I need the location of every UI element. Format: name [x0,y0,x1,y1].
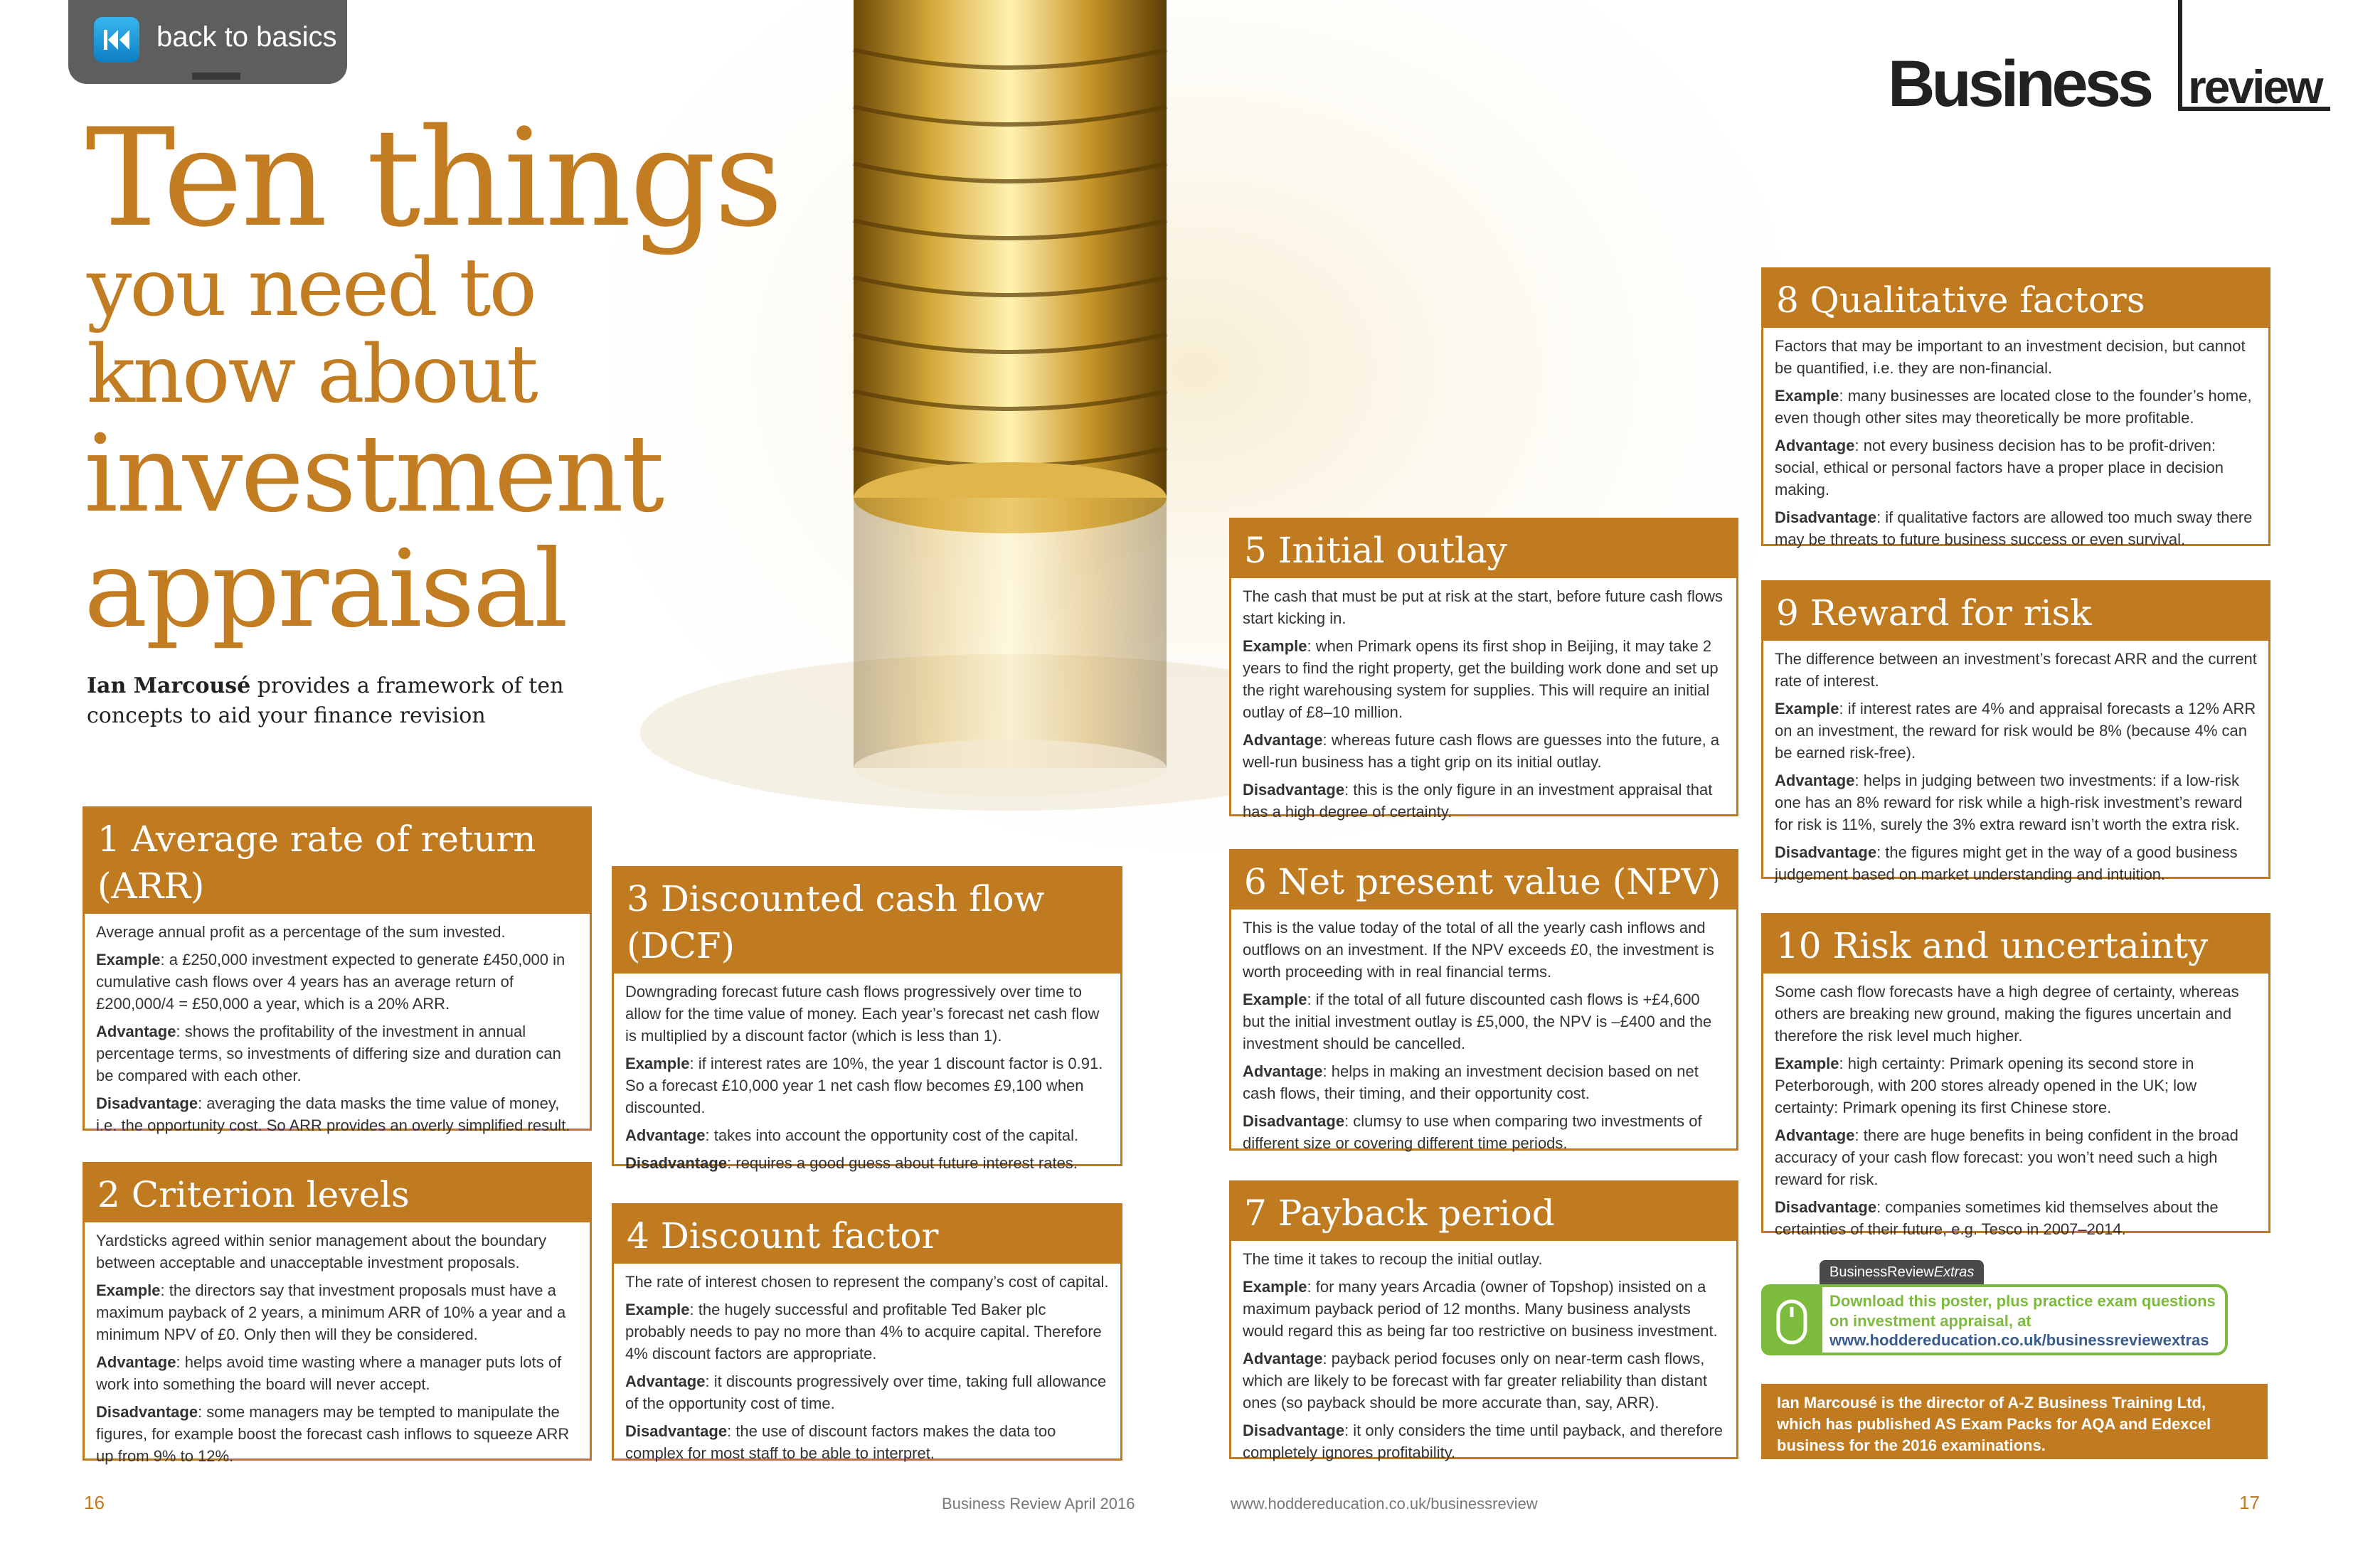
example-text: if interest rates are 4% and appraisal forecasts a 12% ARR on an investment, the reward for risk would be 8% (because 4% can be earned risk-free). [1775,700,2256,762]
title-line-2: you need to [87,242,535,334]
extras-tag-italic: Extras [1933,1264,1975,1280]
example-label: Example [625,1301,690,1318]
mouse-icon [1761,1284,1822,1355]
disadvantage-text: the figures might get in the way of a good business judgement based on market understanding and intuition. [1775,843,2238,883]
advantage-text: helps in judging between two investments: if a low-risk one has an 8% reward for risk while a high-risk investment’s reward for risk is 11%, surely the 3% extra reward isn’t worth the extra risk. [1775,772,2243,833]
advantage-label: Advantage [1775,1126,1855,1144]
back-to-basics-label: back to basics [156,21,337,53]
disadvantage-label: Disadvantage [1775,508,1877,526]
advantage-label: Advantage [1775,437,1855,454]
advantage-text: it discounts progressively over time, taking full allowance of the opportunity cost of time. [625,1372,1107,1412]
box-payback-period: 7 Payback period The time it takes to recoup the initial outlay. Example: for many years Arcadia (owner of Topshop) insisted on a maximum payback period of 12 months. Many business analysts would regard this as being far too restrictive on business investment. Advantage: payback period focuses only on near-term cash flows, which are likely to be forecast with far greater reliability than distant ones (so payback should be more accurate than, say, ARR). Disadvantage: it only considers the time until payback, and therefore completely ignores profitability. [1229,1180,1738,1459]
example-text: if the total of all future discounted cash flows is +£4,600 but the initial investment outlay is £5,000, the NPV is –£400 and the investment should be cancelled. [1243,991,1712,1052]
extras-tag-main: BusinessReview [1829,1264,1934,1280]
box-intro: This is the value today of the total of all the yearly cash inflows and outflows on an investment. If the NPV exceeds £0, the investment is worth proceeding with in real financial terms. [1243,919,1714,981]
brand-review: review [2188,60,2322,113]
advantage-text: whereas future cash flows are guesses into the future, a well-run business has a tight grip on its initial outlay. [1243,731,1720,771]
tab-mark [192,73,240,80]
example-label: Example [96,951,161,969]
box-intro: Some cash flow forecasts have a high degree of certainty, whereas others are breaking new ground, making the figures uncertain and therefore the risk level much higher. [1775,983,2239,1045]
box-criterion-levels: 2 Criterion levels Yardsticks agreed within senior management about the boundary between acceptable and unacceptable investment proposals. Example: the directors say that investment proposals must have a maximum payback of 2 years, a minimum ARR of 10% a year and a minimum NPV of £0. Only then will they be considered. Advantage: helps avoid time wasting where a manager puts lots of work into something the board will never accept. Disadvantage: some managers may be tempted to manipulate the figures, for example boost the forecast cash inflows to squeeze ARR up from 9% to 12%. [83,1162,592,1461]
title-line-4: investment [84,412,663,536]
example-label: Example [1775,1055,1839,1072]
advantage-label: Advantage [625,1372,706,1390]
advantage-text: not every business decision has to be profit-driven: social, ethical or personal factors have a proper place in decision making. [1775,437,2224,498]
advantage-label: Advantage [1243,1062,1323,1080]
example-text: many businesses are located close to the founder’s home, even though other sites may theoretically be more profitable. [1775,387,2252,427]
box-heading: 6 Net present value (NPV) [1231,851,1736,910]
subtitle-text: provides a framework of ten concepts to aid your finance revision [87,673,564,728]
example-label: Example [1243,637,1307,655]
disadvantage-label: Disadvantage [1775,843,1877,861]
example-label: Example [1243,1278,1307,1296]
box-heading: 1 Average rate of return (ARR) [85,809,590,914]
advantage-label: Advantage [96,1353,176,1371]
advantage-text: there are huge benefits in being confident in the broad accuracy of your cash flow forecast: you won’t need such a high reward for risk. [1775,1126,2238,1188]
disadvantage-text: clumsy to use when comparing two investments of different size or covering different time periods. [1243,1112,1702,1152]
disadvantage-text: some managers may be tempted to manipulate the figures, for example boost the forecast cash inflows to squeeze ARR up from 9% to 12%. [96,1403,570,1465]
box-intro: Yardsticks agreed within senior management about the boundary between acceptable and unacceptable investment proposals. [96,1232,547,1271]
example-text: a £250,000 investment expected to generate £450,000 in cumulative cash flows over 4 years has an average return of £200,000/4 = £50,000 a year, which is a 20% ARR. [96,951,565,1013]
box-initial-outlay: 5 Initial outlay The cash that must be put at risk at the start, before future cash flows start kicking in. Example: when Primark opens its first shop in Beijing, it may take 2 years to find the right property, get the building work done and set up the right warehousing system for supplies. This will require an initial outlay of £8–10 million. Advantage: whereas future cash flows are guesses into the future, a well-run business has a tight grip on its initial outlay. Disadvantage: this is the only figure in an investment appraisal that has a high degree of certainty. [1229,518,1738,816]
advantage-text: shows the profitability of the investment in annual percentage terms, so investments of differing size and duration can be compared with each other. [96,1023,561,1084]
example-label: Example [96,1281,161,1299]
page-number-left: 16 [84,1492,105,1513]
disadvantage-text: averaging the data masks the time value of money, i.e. the opportunity cost. So ARR provides an overly simplified result. [96,1094,570,1134]
advantage-label: Advantage [1243,1350,1323,1367]
example-text: for many years Arcadia (owner of Topshop) insisted on a maximum payback period of 12 months. Many business analysts would regard this as being far too restrictive on business investment. [1243,1278,1718,1340]
advantage-text: payback period focuses only on near-term cash flows, which are likely to be forecast with far greater reliability than distant ones (so payback should be more accurate than, say, ARR). [1243,1350,1707,1412]
brand-divider-vertical [2178,0,2182,111]
box-reward-for-risk: 9 Reward for risk The difference between an investment’s forecast ARR and the current rate of interest. Example: if interest rates are 4% and appraisal forecasts a 12% ARR on an investment, the reward for risk would be 8% (because 4% can be earned risk-free). Advantage: helps in judging between two investments: if a low-risk one has an 8% reward for risk while a high-risk investment’s reward for risk is 11%, surely the 3% extra reward isn’t worth the extra risk. Disadvantage: the figures might get in the way of a good business judgement based on market understanding and intuition. [1761,580,2270,879]
box-intro: Average annual profit as a percentage of the sum invested. [96,923,506,941]
extras-download-text: Download this poster, plus practice exam questions on investment appraisal, at [1829,1292,2216,1330]
box-intro: Downgrading forecast future cash flows progressively over time to allow for the time value of money. Each year’s forecast net cash flow is multiplied by a discount factor (which is less than 1). [625,983,1100,1045]
box-heading: 7 Payback period [1231,1183,1736,1241]
disadvantage-text: it only considers the time until payback, and therefore completely ignores profitability. [1243,1422,1723,1461]
advantage-label: Advantage [96,1023,176,1040]
box-heading: 3 Discounted cash flow (DCF) [614,868,1120,974]
box-heading: 8 Qualitative factors [1763,270,2268,328]
box-heading: 2 Criterion levels [85,1164,590,1222]
box-heading: 5 Initial outlay [1231,520,1736,578]
example-label: Example [625,1055,690,1072]
example-label: Example [1775,387,1839,405]
box-discounted-cash-flow: 3 Discounted cash flow (DCF) Downgrading forecast future cash flows progressively over time to allow for the time value of money. Each year’s forecast net cash flow is multiplied by a discount factor (which is less than 1). Example: if interest rates are 10%, the year 1 discount factor is 0.91. So a forecast £10,000 year 1 net cash flow becomes £9,100 when discounted. Advantage: takes into account the opportunity cost of the capital. Disadvantage: requires a good guess about future interest rates. [612,866,1122,1166]
disadvantage-label: Disadvantage [1243,1112,1345,1130]
advantage-label: Advantage [625,1126,706,1144]
box-intro: The time it takes to recoup the initial outlay. [1243,1250,1543,1268]
example-label: Example [1775,700,1839,718]
footer-site[interactable]: www.hoddereducation.co.uk/businessreview [1231,1495,1538,1513]
box-heading: 10 Risk and uncertainty [1763,915,2268,974]
box-qualitative-factors: 8 Qualitative factors Factors that may be important to an investment decision, but cannot be quantified, i.e. they are non-financial. Example: many businesses are located close to the founder’s home, even though other sites may theoretically be more profitable. Advantage: not every business decision has to be profit-driven: social, ethical or personal factors have a proper place in decision making. Disadvantage: if qualitative factors are allowed too much sway there may be threats to future business success or even survival. [1761,267,2270,546]
advantage-text: takes into account the opportunity cost of the capital. [713,1126,1079,1144]
title-line-5: appraisal [84,528,566,651]
box-risk-and-uncertainty: 10 Risk and uncertainty Some cash flow forecasts have a high degree of certainty, whereas others are breaking new ground, making the figures uncertain and therefore the risk level much higher. Example: high certainty: Primark opening its second store in Peterborough, with 200 stores already opened in the UK; low certainty: Primark opening its first Chinese store. Advantage: there are huge benefits in being confident in the broad accuracy of your cash flow forecast: you won’t need such a high reward for risk. Disadvantage: companies sometimes kid themselves about the certainties of their future, e.g. Tesco in 2007–2014. [1761,913,2270,1233]
box-intro: Factors that may be important to an investment decision, but cannot be quantified, i.e. they are non-financial. [1775,337,2246,377]
example-text: the directors say that investment proposals must have a maximum payback of 2 years, a minimum ARR of 10% a year and a minimum NPV of £0. Only then will they be considered. [96,1281,566,1343]
subtitle [87,671,570,731]
disadvantage-label: Disadvantage [96,1403,198,1421]
extras-url-link[interactable]: www.hoddereducation.co.uk/businessreviewextras [1829,1331,2209,1349]
disadvantage-text: requires a good guess about future interest rates. [735,1154,1078,1172]
example-text: when Primark opens its first shop in Beijing, it may take 2 years to find the right property, get the building work done and set up the right warehousing system for supplies. This will require an initial outlay of £8–10 million. [1243,637,1719,721]
example-text: high certainty: Primark opening its second store in Peterborough, with 200 stores already opened in the UK; low certainty: Primark opening its first Chinese store. [1775,1055,2197,1116]
disadvantage-label: Disadvantage [1243,781,1345,799]
box-discount-factor: 4 Discount factor The rate of interest chosen to represent the company’s cost of capital. Example: the hugely successful and profitable Ted Baker plc probably needs to pay no more than 4% to acquire capital. Therefore 4% discount factors are appropriate. Advantage: it discounts progressively over time, taking full allowance of the opportunity cost of time. Disadvantage: the use of discount factors makes the data too complex for most staff to be able to interpret. [612,1203,1122,1461]
disadvantage-text: this is the only figure in an investment appraisal that has a high degree of certainty. [1243,781,1713,821]
box-intro: The rate of interest chosen to represent the company’s cost of capital. [625,1273,1109,1291]
brand-business: Business [1888,48,2151,120]
box-net-present-value: 6 Net present value (NPV) This is the value today of the total of all the yearly cash inflows and outflows on an investment. If the NPV exceeds £0, the investment is worth proceeding with in real financial terms. Example: if the total of all future discounted cash flows is +£4,600 but the initial investment outlay is £5,000, the NPV is –£400 and the investment should be cancelled. Advantage: helps in making an investment decision based on net cash flows, their timing, and their opportunity cost. Disadvantage: clumsy to use when comparing two investments of different size or covering different time periods. [1229,849,1738,1151]
disadvantage-label: Disadvantage [625,1154,728,1172]
advantage-label: Advantage [1775,772,1855,789]
page-number-right: 17 [2239,1492,2260,1513]
advantage-text: helps in making an investment decision based on net cash flows, their timing, and their opportunity cost. [1243,1062,1699,1102]
example-text: if interest rates are 10%, the year 1 discount factor is 0.91. So a forecast £10,000 year 1 net cash flow becomes £9,100 when discounted. [625,1055,1103,1116]
box-average-rate-of-return: 1 Average rate of return (ARR) Average annual profit as a percentage of the sum invested. Example: a £250,000 investment expected to generate £450,000 in cumulative cash flows over 4 years has an average return of £200,000/4 = £50,000 a year, which is a 20% ARR. Advantage: shows the profitability of the investment in annual percentage terms, so investments of differing size and duration can be compared with each other. Disadvantage: averaging the data masks the time value of money, i.e. the opportunity cost. So ARR provides an overly simplified result. [83,806,592,1131]
disadvantage-text: the use of discount factors makes the data too complex for most staff to be able to interpret. [625,1422,1056,1462]
advantage-label: Advantage [1243,731,1323,749]
title-line-3: know about [87,329,536,421]
disadvantage-label: Disadvantage [1243,1422,1345,1439]
advantage-text: helps avoid time wasting where a manager puts lots of work into something the board will never accept. [96,1353,562,1393]
box-heading: 9 Reward for risk [1763,582,2268,641]
disadvantage-label: Disadvantage [625,1422,728,1440]
disadvantage-text: if qualitative factors are allowed too much sway there may be threats to future business success or even survival. [1775,508,2253,548]
coin-stack [854,0,1167,796]
title-line-1: Ten things [85,100,782,257]
rewind-icon [94,17,139,63]
footer-issue: Business Review April 2016 [942,1495,1135,1513]
subtitle-author: Ian Marcousé [87,673,251,698]
disadvantage-label: Disadvantage [1775,1198,1877,1216]
example-label: Example [1243,991,1307,1008]
extras-tag [1820,1260,1984,1284]
author-note: Ian Marcousé is the director of A-Z Business Training Ltd, which has published AS Exam Packs for AQA and Edexcel business for the 2016 examinations. [1761,1384,2268,1459]
disadvantage-text: companies sometimes kid themselves about the certainties of their future, e.g. Tesco in 2007–2014. [1775,1198,2219,1238]
disadvantage-label: Disadvantage [96,1094,198,1112]
box-intro: The cash that must be put at risk at the start, before future cash flows start kicking in. [1243,587,1723,627]
box-heading: 4 Discount factor [614,1205,1120,1264]
example-text: the hugely successful and profitable Ted Baker plc probably needs to pay no more than 4% to acquire capital. Therefore 4% discount factors are appropriate. [625,1301,1102,1362]
box-intro: The difference between an investment’s forecast ARR and the current rate of interest. [1775,650,2257,690]
